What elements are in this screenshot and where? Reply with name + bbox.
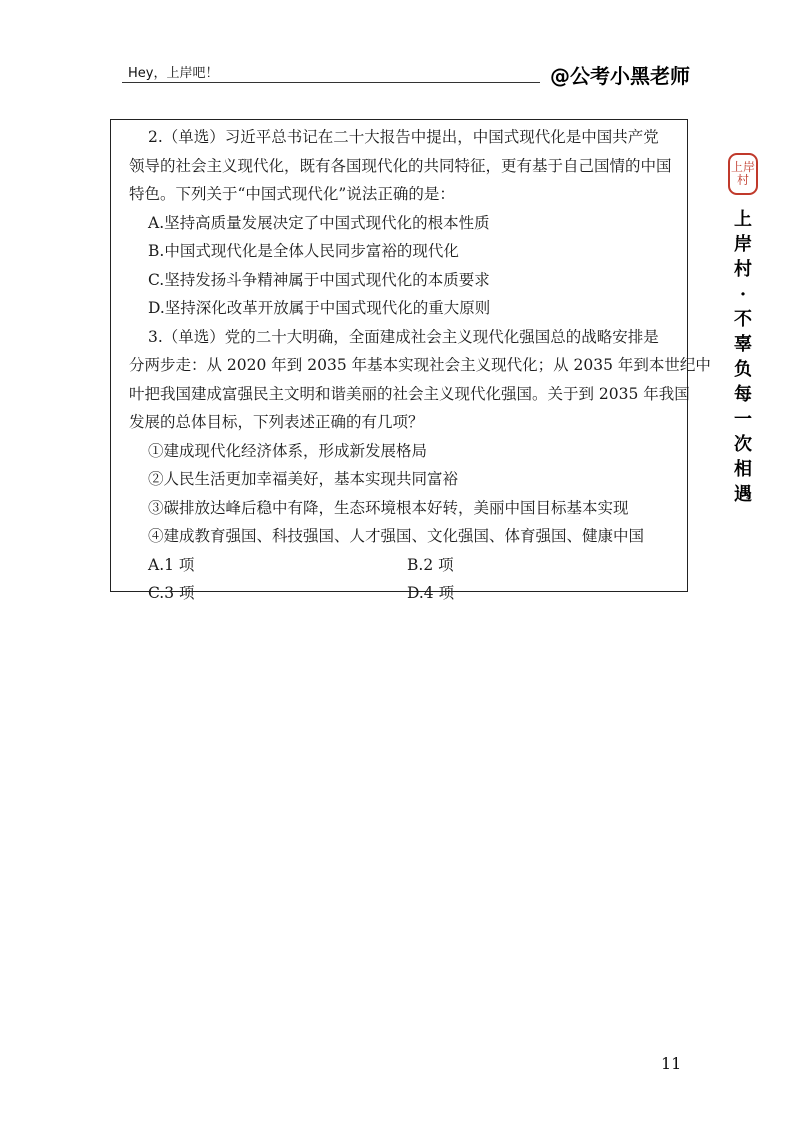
q2-stem-line-1: 2.（单选）习近平总书记在二十大报告中提出，中国式现代化是中国共产党 [148, 128, 659, 146]
question-box [110, 119, 711, 602]
page-number: 11 [661, 1054, 682, 1073]
q2-option-b: B.中国式现代化是全体人民同步富裕的现代化 [148, 242, 459, 260]
q3-item-1: ①建成现代化经济体系，形成新发展格局 [148, 441, 428, 460]
q3-option-b: B.2 项 [407, 555, 454, 574]
seal-stamp: 上岸村 [728, 153, 758, 195]
q3-item-3: ③碳排放达峰后稳中有降，生态环境根本好转，美丽中国目标基本实现 [148, 498, 629, 517]
q3-stem-line-1: 3.（单选）党的二十大明确，全面建成社会主义现代化强国总的战略安排是 [148, 327, 659, 346]
q2-option-d: D.坚持深化改革开放属于中国式现代化的重大原则 [148, 299, 491, 317]
q3-options-row-1 [129, 551, 669, 580]
header-author: @公考小黑老师 [550, 64, 690, 88]
vertical-slogan: 上岸村·不辜负每一次相遇 [734, 209, 752, 505]
q3-stem-line-2: 分两步走：从 2020 年到 2035 年基本实现社会主义现代化；从 2035 年到本世纪中 [129, 356, 711, 374]
q3-stem-line-3: 叶把我国建成富强民主文明和谐美丽的社会主义现代化强国。关于到 2035 年我国 [129, 384, 690, 403]
q2-option-c: C.坚持发扬斗争精神属于中国式现代化的本质要求 [148, 270, 490, 289]
q3-option-c: C.3 项 [148, 584, 195, 602]
q3-option-d: D.4 项 [407, 584, 455, 602]
q3-options-row-2 [129, 579, 669, 608]
q3-stem-line-4: 发展的总体目标，下列表述正确的有几项？ [129, 413, 424, 431]
q2-stem-line-3: 特色。下列关于“中国式现代化”说法正确的是： [129, 185, 455, 203]
q2-stem-line-2: 领导的社会主义现代化，既有各国现代化的共同特征，更有基于自己国情的中国 [129, 156, 672, 175]
q3-item-2: ②人民生活更加幸福美好，基本实现共同富裕 [148, 470, 459, 488]
q2-option-a: A.坚持高质量发展决定了中国式现代化的根本性质 [148, 213, 490, 232]
header-left-text: Hey，上岸吧！ [128, 66, 219, 81]
header-rule [122, 82, 540, 83]
q3-option-a: A.1 项 [148, 555, 195, 574]
q3-item-4: ④建成教育强国、科技强国、人才强国、文化强国、体育强国、健康中国 [148, 527, 645, 545]
